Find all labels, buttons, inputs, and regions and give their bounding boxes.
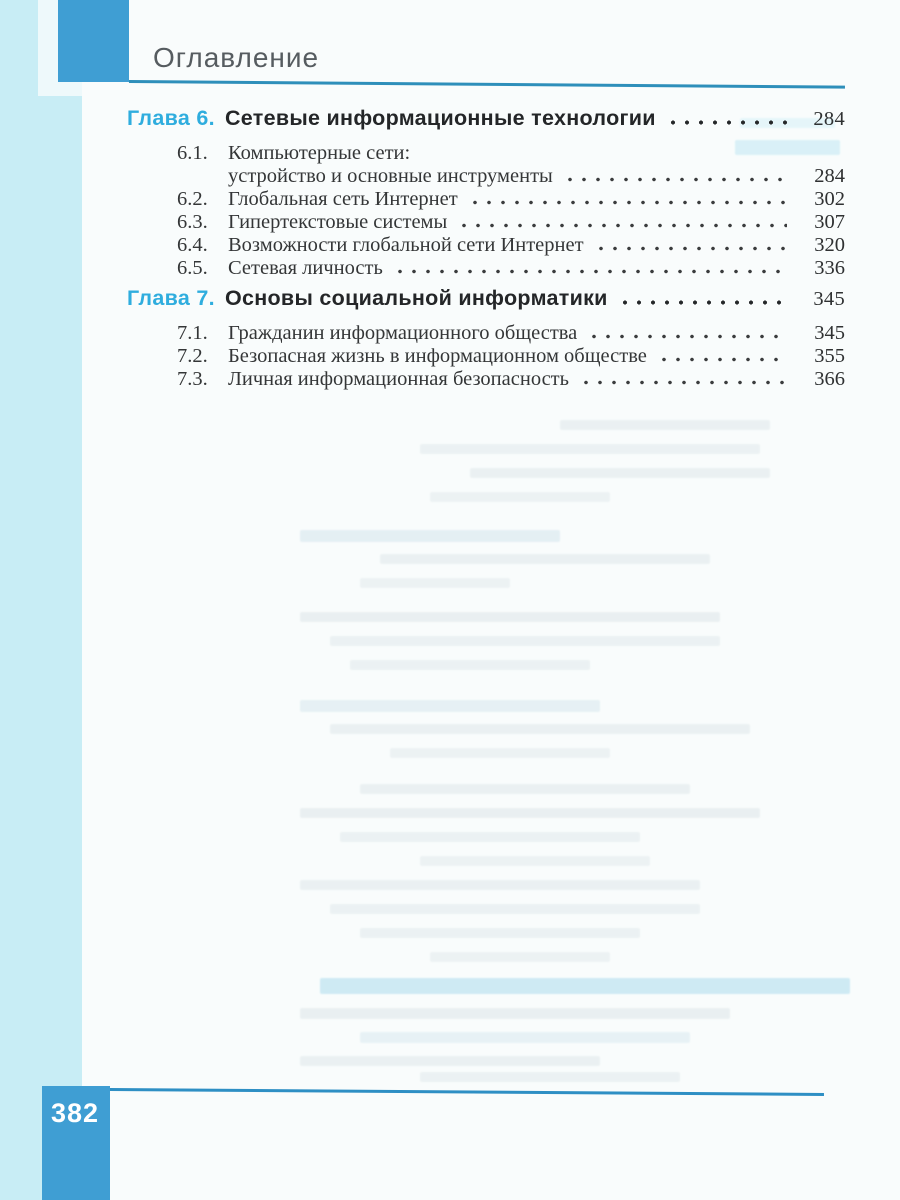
item-title: Безопасная жизнь в информационном обществе xyxy=(228,345,647,367)
item-page-number: 284 xyxy=(814,165,845,187)
toc-item-row xyxy=(0,188,900,211)
dot-leader xyxy=(666,120,787,125)
toc-chapter-row xyxy=(0,106,900,138)
toc-item-row xyxy=(0,142,900,165)
dot-leader xyxy=(587,334,787,339)
item-title: Личная информационная безопасность xyxy=(228,368,569,390)
item-page-number: 302 xyxy=(814,188,845,210)
corner-accent-square xyxy=(58,0,129,82)
item-page-number: 345 xyxy=(814,322,845,344)
page-title: Оглавление xyxy=(153,42,320,73)
item-number: 6.2. xyxy=(177,188,208,210)
item-title: Гражданин информационного общества xyxy=(228,322,578,344)
item-number: 7.3. xyxy=(177,368,208,390)
footer-page-number: 382 xyxy=(51,1098,100,1128)
item-title: устройство и основные инструменты xyxy=(228,165,553,187)
chapter-page-number: 345 xyxy=(813,288,845,310)
footer-page-number-box xyxy=(42,1086,110,1200)
item-number: 7.2. xyxy=(177,345,208,367)
toc-item-row xyxy=(0,368,900,391)
item-title: Компьютерные сети: xyxy=(228,142,411,164)
toc-item-row xyxy=(0,211,900,234)
table-of-contents xyxy=(0,106,900,391)
item-number: 6.5. xyxy=(177,257,208,279)
dot-leader xyxy=(579,380,787,385)
dot-leader xyxy=(393,269,787,274)
item-title: Гипертекстовые системы xyxy=(228,211,448,233)
item-title: Сетевая личность xyxy=(228,257,383,279)
chapter-label: Глава 6. xyxy=(127,106,215,130)
item-page-number: 366 xyxy=(814,368,845,390)
item-number: 6.1. xyxy=(177,142,208,164)
item-number: 7.1. xyxy=(177,322,208,344)
toc-item-row xyxy=(0,345,900,368)
toc-chapter-row xyxy=(0,286,900,318)
item-page-number: 320 xyxy=(814,234,845,256)
item-title: Глобальная сеть Интернет xyxy=(228,188,458,210)
item-number: 6.4. xyxy=(177,234,208,256)
toc-item-row xyxy=(0,257,900,280)
chapter-title: Сетевые информационные технологии xyxy=(224,106,656,130)
item-number: 6.3. xyxy=(177,211,208,233)
toc-item-row xyxy=(0,165,900,188)
dot-leader xyxy=(594,246,787,251)
item-page-number: 307 xyxy=(814,211,845,233)
dot-leader xyxy=(468,200,787,205)
chapter-title: Основы социальной информатики xyxy=(224,286,608,310)
item-page-number: 355 xyxy=(814,345,845,367)
chapter-page-number: 284 xyxy=(813,108,845,130)
dot-leader xyxy=(618,300,787,305)
dot-leader xyxy=(457,223,787,228)
item-page-number: 336 xyxy=(814,257,845,279)
toc-item-row xyxy=(0,234,900,257)
chapter-label: Глава 7. xyxy=(127,286,215,310)
toc-item-row xyxy=(0,322,900,345)
dot-leader xyxy=(657,357,787,362)
dot-leader xyxy=(563,177,787,182)
item-title: Возможности глобальной сети Интернет xyxy=(228,234,584,256)
